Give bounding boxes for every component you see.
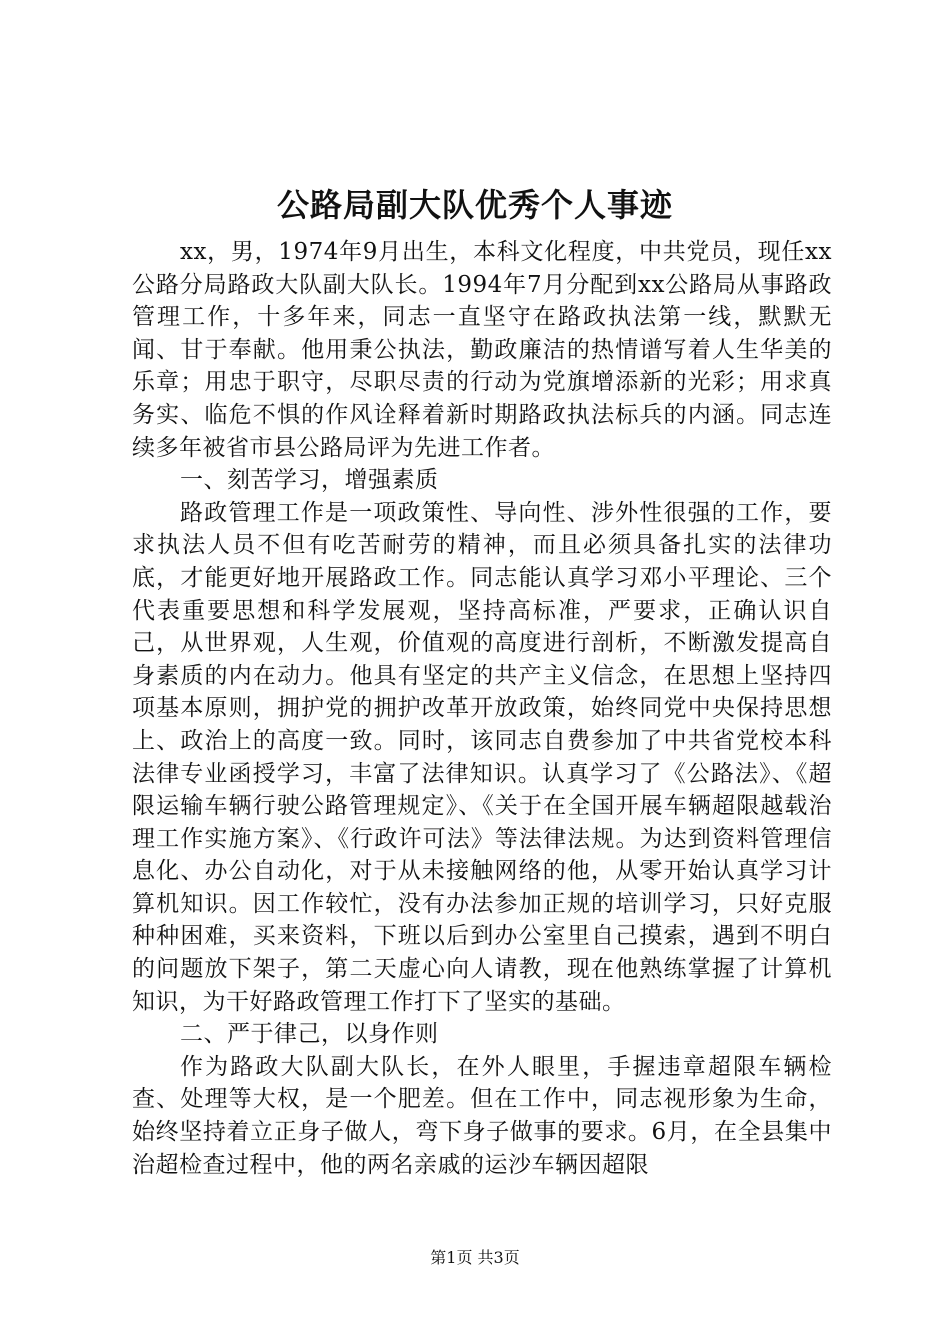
- section-heading-2: 二、严于律己，以身作则: [180, 1021, 439, 1048]
- section-heading-1: 一、刻苦学习，增强素质: [180, 467, 439, 494]
- intro-paragraph: xx，男，1974年9月出生，本科文化程度，中共党员，现任xx公路分局路政大队副大队长。1994年7月分配到xx公路局从事路政管理工作，十多年来，同志一直坚守在路政执法第一线，默默无闻、甘于奉献。他用秉公执法，勤政廉洁的热情谱写着人生华美的乐章；用忠于职守，尽职尽责的行动为党旗增添新的光彩；用求真务实、临危不惧的作风诠释着新时期路政执法标兵的内涵。同志连续多年被省市县公路局评为先进工作者。: [132, 239, 832, 461]
- section-1-paragraph: 路政管理工作是一项政策性、导向性、涉外性很强的工作，要求执法人员不但有吃苦耐劳的精神，而且必须具备扎实的法律功底，才能更好地开展路政工作。同志能认真学习邓小平理论、三个代表重要思想和科学发展观，坚持高标准，严要求，正确认识自己，从世界观，人生观，价值观的高度进行剖析，不断激发提高自身素质的内在动力。他具有坚定的共产主义信念，在思想上坚持四项基本原则，拥护党的拥护改革开放政策，始终同党中央保持思想上、政治上的高度一致。同时，该同志自费参加了中共省党校本科法律专业函授学习，丰富了法律知识。认真学习了《公路法》、《超限运输车辆行驶公路管理规定》、《关于在全国开展车辆超限越载治理工作实施方案》、《行政许可法》等法律法规。为达到资料管理信息化、办公自动化，对于从未接触网络的他，从零开始认真学习计算机知识。因工作较忙，没有办法参加正规的培训学习，只好克服种种困难，买来资料，下班以后到办公室里自己摸索，遇到不明白的问题放下架子，第二天虚心向人请教，现在他熟练掌握了计算机知识，为干好路政管理工作打下了坚实的基础。: [132, 499, 832, 1015]
- document-body: [132, 236, 832, 1181]
- document-title: 公路局副大队优秀个人事迹: [276, 186, 673, 224]
- section-2-paragraph: 作为路政大队副大队长，在外人眼里，手握违章超限车辆检查、处理等大权，是一个肥差。但在工作中，同志视形象为生命，始终坚持着立正身子做人，弯下身子做事的要求。6月，在全县集中治超检查过程中，他的两名亲戚的运沙车辆因超限: [132, 1053, 832, 1178]
- page-footer: 第1页 共3页: [430, 1248, 520, 1267]
